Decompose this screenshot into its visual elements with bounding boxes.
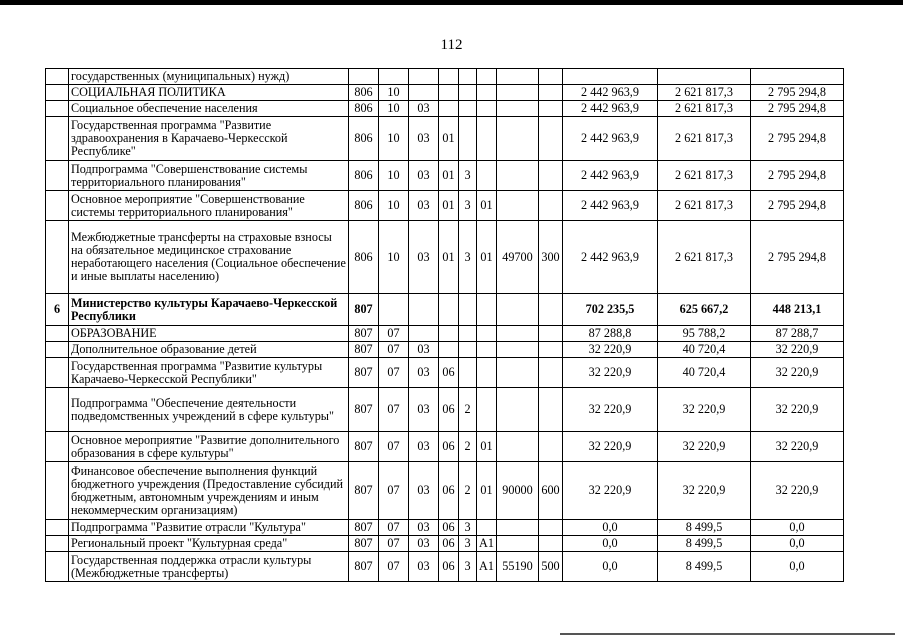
code-cell bbox=[539, 117, 563, 161]
code-cell bbox=[477, 520, 497, 536]
code-cell: 807 bbox=[349, 432, 379, 462]
row-number-cell bbox=[46, 326, 69, 342]
code-cell bbox=[477, 294, 497, 326]
code-cell: 3 bbox=[459, 552, 477, 582]
amount-cell: 2 795 294,8 bbox=[751, 161, 844, 191]
table-row bbox=[46, 342, 844, 358]
code-cell bbox=[497, 358, 539, 388]
budget-table bbox=[45, 68, 844, 582]
code-cell: 03 bbox=[409, 117, 439, 161]
bottom-rule bbox=[560, 633, 895, 635]
code-cell: 806 bbox=[349, 117, 379, 161]
code-cell: 3 bbox=[459, 191, 477, 221]
amount-cell: 2 621 817,3 bbox=[658, 191, 751, 221]
amount-cell bbox=[563, 69, 658, 85]
code-cell: 01 bbox=[439, 161, 459, 191]
code-cell: 07 bbox=[379, 388, 409, 432]
amount-cell: 8 499,5 bbox=[658, 552, 751, 582]
code-cell bbox=[539, 432, 563, 462]
row-number-cell bbox=[46, 117, 69, 161]
code-cell: 3 bbox=[459, 221, 477, 294]
code-cell: 03 bbox=[409, 101, 439, 117]
code-cell bbox=[409, 294, 439, 326]
amount-cell: 2 621 817,3 bbox=[658, 117, 751, 161]
amount-cell: 0,0 bbox=[751, 536, 844, 552]
amount-cell: 87 288,8 bbox=[563, 326, 658, 342]
table-row bbox=[46, 520, 844, 536]
table-row bbox=[46, 85, 844, 101]
amount-cell: 32 220,9 bbox=[751, 388, 844, 432]
item-name-cell: ОБРАЗОВАНИЕ bbox=[69, 326, 349, 342]
table-row bbox=[46, 462, 844, 520]
code-cell bbox=[477, 342, 497, 358]
amount-cell: 32 220,9 bbox=[563, 388, 658, 432]
row-number-cell bbox=[46, 161, 69, 191]
code-cell: 300 bbox=[539, 221, 563, 294]
row-number-cell bbox=[46, 191, 69, 221]
code-cell: 07 bbox=[379, 342, 409, 358]
amount-cell: 0,0 bbox=[563, 520, 658, 536]
code-cell bbox=[539, 69, 563, 85]
row-number-cell bbox=[46, 432, 69, 462]
amount-cell: 2 621 817,3 bbox=[658, 161, 751, 191]
code-cell: 01 bbox=[439, 117, 459, 161]
table-row bbox=[46, 221, 844, 294]
code-cell: 3 bbox=[459, 161, 477, 191]
item-name-cell: Подпрограмма "Обеспечение деятельности подведомственных учреждений в сфере культуры" bbox=[69, 388, 349, 432]
amount-cell: 8 499,5 bbox=[658, 520, 751, 536]
code-cell bbox=[497, 69, 539, 85]
code-cell bbox=[497, 326, 539, 342]
item-name-cell: Основное мероприятие "Совершенствование системы территориального планирования" bbox=[69, 191, 349, 221]
amount-cell: 448 213,1 bbox=[751, 294, 844, 326]
item-name-cell: государственных (муниципальных) нужд) bbox=[69, 69, 349, 85]
amount-cell: 702 235,5 bbox=[563, 294, 658, 326]
amount-cell: 32 220,9 bbox=[751, 358, 844, 388]
amount-cell: 32 220,9 bbox=[751, 462, 844, 520]
item-name-cell: Основное мероприятие "Развитие дополнительного образования в сфере культуры" bbox=[69, 432, 349, 462]
code-cell: 807 bbox=[349, 358, 379, 388]
code-cell bbox=[459, 101, 477, 117]
amount-cell: 2 795 294,8 bbox=[751, 117, 844, 161]
code-cell bbox=[477, 326, 497, 342]
page-number: 112 bbox=[440, 37, 463, 53]
code-cell: 01 bbox=[477, 432, 497, 462]
code-cell: 06 bbox=[439, 388, 459, 432]
amount-cell: 2 795 294,8 bbox=[751, 101, 844, 117]
code-cell bbox=[497, 432, 539, 462]
code-cell: 10 bbox=[379, 101, 409, 117]
code-cell bbox=[497, 342, 539, 358]
code-cell bbox=[539, 388, 563, 432]
code-cell: 07 bbox=[379, 432, 409, 462]
item-name-cell: Финансовое обеспечение выполнения функций бюджетного учреждения (Предоставление субсидий бюджетным, автономным учреждениям и иным некоммерческим организациям) bbox=[69, 462, 349, 520]
code-cell bbox=[409, 326, 439, 342]
code-cell: 06 bbox=[439, 462, 459, 520]
code-cell: 90000 bbox=[497, 462, 539, 520]
code-cell bbox=[539, 294, 563, 326]
code-cell bbox=[439, 69, 459, 85]
amount-cell: 32 220,9 bbox=[658, 432, 751, 462]
amount-cell: 2 795 294,8 bbox=[751, 221, 844, 294]
code-cell: 807 bbox=[349, 294, 379, 326]
code-cell: 3 bbox=[459, 536, 477, 552]
code-cell: 807 bbox=[349, 536, 379, 552]
code-cell: 55190 bbox=[497, 552, 539, 582]
code-cell bbox=[477, 101, 497, 117]
code-cell: 06 bbox=[439, 552, 459, 582]
code-cell: 07 bbox=[379, 552, 409, 582]
amount-cell bbox=[658, 69, 751, 85]
table-row bbox=[46, 388, 844, 432]
amount-cell: 2 442 963,9 bbox=[563, 191, 658, 221]
amount-cell: 95 788,2 bbox=[658, 326, 751, 342]
code-cell bbox=[539, 101, 563, 117]
code-cell bbox=[439, 101, 459, 117]
code-cell bbox=[459, 326, 477, 342]
code-cell: 500 bbox=[539, 552, 563, 582]
table-row bbox=[46, 101, 844, 117]
code-cell bbox=[497, 520, 539, 536]
table-row bbox=[46, 326, 844, 342]
code-cell bbox=[497, 191, 539, 221]
code-cell: 07 bbox=[379, 326, 409, 342]
code-cell: 807 bbox=[349, 520, 379, 536]
code-cell: 03 bbox=[409, 388, 439, 432]
code-cell: 10 bbox=[379, 221, 409, 294]
item-name-cell: Региональный проект "Культурная среда" bbox=[69, 536, 349, 552]
code-cell: 06 bbox=[439, 520, 459, 536]
code-cell: A1 bbox=[477, 552, 497, 582]
code-cell: 07 bbox=[379, 536, 409, 552]
code-cell: 03 bbox=[409, 191, 439, 221]
table-row bbox=[46, 294, 844, 326]
code-cell: 01 bbox=[439, 191, 459, 221]
code-cell: 806 bbox=[349, 191, 379, 221]
code-cell: 03 bbox=[409, 520, 439, 536]
code-cell: 10 bbox=[379, 85, 409, 101]
amount-cell: 32 220,9 bbox=[563, 432, 658, 462]
code-cell bbox=[539, 326, 563, 342]
amount-cell: 2 795 294,8 bbox=[751, 191, 844, 221]
code-cell: 806 bbox=[349, 85, 379, 101]
code-cell bbox=[439, 85, 459, 101]
table-row bbox=[46, 69, 844, 85]
code-cell bbox=[497, 101, 539, 117]
code-cell bbox=[477, 358, 497, 388]
code-cell: 807 bbox=[349, 552, 379, 582]
code-cell bbox=[477, 69, 497, 85]
row-number-cell bbox=[46, 552, 69, 582]
code-cell bbox=[477, 161, 497, 191]
table-row bbox=[46, 432, 844, 462]
code-cell bbox=[477, 388, 497, 432]
amount-cell: 2 621 817,3 bbox=[658, 221, 751, 294]
top-rule bbox=[0, 0, 903, 5]
code-cell: 03 bbox=[409, 358, 439, 388]
code-cell bbox=[539, 536, 563, 552]
code-cell bbox=[539, 161, 563, 191]
amount-cell: 40 720,4 bbox=[658, 342, 751, 358]
code-cell: 2 bbox=[459, 432, 477, 462]
item-name-cell: Государственная программа "Развитие здравоохранения в Карачаево-Черкесской Республике" bbox=[69, 117, 349, 161]
code-cell bbox=[379, 294, 409, 326]
code-cell: 3 bbox=[459, 520, 477, 536]
code-cell bbox=[459, 294, 477, 326]
row-number-cell bbox=[46, 342, 69, 358]
code-cell: 807 bbox=[349, 388, 379, 432]
row-number-cell: 6 bbox=[46, 294, 69, 326]
amount-cell: 40 720,4 bbox=[658, 358, 751, 388]
row-number-cell bbox=[46, 101, 69, 117]
code-cell bbox=[539, 85, 563, 101]
code-cell bbox=[459, 69, 477, 85]
table-row bbox=[46, 117, 844, 161]
code-cell: 06 bbox=[439, 432, 459, 462]
code-cell: 07 bbox=[379, 462, 409, 520]
item-name-cell: Государственная поддержка отрасли культуры (Межбюджетные трансферты) bbox=[69, 552, 349, 582]
code-cell: 06 bbox=[439, 536, 459, 552]
code-cell bbox=[409, 69, 439, 85]
amount-cell: 8 499,5 bbox=[658, 536, 751, 552]
table-row bbox=[46, 358, 844, 388]
code-cell: 807 bbox=[349, 326, 379, 342]
amount-cell: 0,0 bbox=[563, 536, 658, 552]
code-cell bbox=[497, 388, 539, 432]
amount-cell: 625 667,2 bbox=[658, 294, 751, 326]
code-cell: 2 bbox=[459, 462, 477, 520]
code-cell bbox=[539, 520, 563, 536]
row-number-cell bbox=[46, 85, 69, 101]
code-cell: 01 bbox=[477, 191, 497, 221]
code-cell: 01 bbox=[439, 221, 459, 294]
amount-cell: 32 220,9 bbox=[658, 462, 751, 520]
table-row bbox=[46, 191, 844, 221]
code-cell: 03 bbox=[409, 462, 439, 520]
item-name-cell: Подпрограмма "Совершенствование системы территориального планирования" bbox=[69, 161, 349, 191]
code-cell: 807 bbox=[349, 342, 379, 358]
code-cell: 2 bbox=[459, 388, 477, 432]
amount-cell bbox=[751, 69, 844, 85]
amount-cell: 2 442 963,9 bbox=[563, 117, 658, 161]
row-number-cell bbox=[46, 358, 69, 388]
item-name-cell: СОЦИАЛЬНАЯ ПОЛИТИКА bbox=[69, 85, 349, 101]
code-cell bbox=[477, 85, 497, 101]
amount-cell: 32 220,9 bbox=[658, 388, 751, 432]
amount-cell: 2 442 963,9 bbox=[563, 85, 658, 101]
code-cell bbox=[379, 69, 409, 85]
row-number-cell bbox=[46, 388, 69, 432]
amount-cell: 2 442 963,9 bbox=[563, 221, 658, 294]
code-cell bbox=[459, 85, 477, 101]
code-cell: 01 bbox=[477, 221, 497, 294]
code-cell: 01 bbox=[477, 462, 497, 520]
code-cell bbox=[497, 161, 539, 191]
code-cell bbox=[539, 342, 563, 358]
row-number-cell bbox=[46, 221, 69, 294]
code-cell: 600 bbox=[539, 462, 563, 520]
code-cell: 10 bbox=[379, 191, 409, 221]
item-name-cell: Министерство культуры Карачаево-Черкесской Республики bbox=[69, 294, 349, 326]
code-cell: 806 bbox=[349, 161, 379, 191]
amount-cell: 32 220,9 bbox=[563, 358, 658, 388]
amount-cell: 2 795 294,8 bbox=[751, 85, 844, 101]
code-cell bbox=[459, 117, 477, 161]
amount-cell: 32 220,9 bbox=[563, 342, 658, 358]
code-cell bbox=[539, 358, 563, 388]
code-cell: 03 bbox=[409, 536, 439, 552]
code-cell bbox=[439, 326, 459, 342]
row-number-cell bbox=[46, 462, 69, 520]
table-row bbox=[46, 536, 844, 552]
code-cell: 03 bbox=[409, 342, 439, 358]
code-cell: 03 bbox=[409, 432, 439, 462]
table-row bbox=[46, 161, 844, 191]
code-cell: 07 bbox=[379, 358, 409, 388]
code-cell bbox=[497, 85, 539, 101]
code-cell bbox=[497, 117, 539, 161]
code-cell: 03 bbox=[409, 221, 439, 294]
code-cell bbox=[477, 117, 497, 161]
code-cell: 807 bbox=[349, 462, 379, 520]
code-cell: 10 bbox=[379, 117, 409, 161]
amount-cell: 0,0 bbox=[751, 520, 844, 536]
code-cell: 806 bbox=[349, 101, 379, 117]
code-cell: 06 bbox=[439, 358, 459, 388]
item-name-cell: Государственная программа "Развитие культуры Карачаево-Черкесской Республики" bbox=[69, 358, 349, 388]
code-cell bbox=[349, 69, 379, 85]
code-cell: 03 bbox=[409, 161, 439, 191]
code-cell bbox=[439, 294, 459, 326]
code-cell bbox=[497, 536, 539, 552]
item-name-cell: Подпрограмма "Развитие отрасли "Культура" bbox=[69, 520, 349, 536]
code-cell: A1 bbox=[477, 536, 497, 552]
item-name-cell: Социальное обеспечение населения bbox=[69, 101, 349, 117]
code-cell: 806 bbox=[349, 221, 379, 294]
code-cell bbox=[439, 342, 459, 358]
amount-cell: 2 621 817,3 bbox=[658, 101, 751, 117]
amount-cell: 32 220,9 bbox=[751, 342, 844, 358]
item-name-cell: Межбюджетные трансферты на страховые взносы на обязательное медицинское страхование неработающего населения (Социальное обеспечение и иные выплаты населению) bbox=[69, 221, 349, 294]
code-cell bbox=[459, 358, 477, 388]
code-cell: 03 bbox=[409, 552, 439, 582]
item-name-cell: Дополнительное образование детей bbox=[69, 342, 349, 358]
amount-cell: 87 288,7 bbox=[751, 326, 844, 342]
code-cell bbox=[497, 294, 539, 326]
amount-cell: 0,0 bbox=[751, 552, 844, 582]
code-cell: 10 bbox=[379, 161, 409, 191]
code-cell bbox=[539, 191, 563, 221]
amount-cell: 0,0 bbox=[563, 552, 658, 582]
row-number-cell bbox=[46, 536, 69, 552]
code-cell bbox=[459, 342, 477, 358]
table-row bbox=[46, 552, 844, 582]
row-number-cell bbox=[46, 69, 69, 85]
amount-cell: 32 220,9 bbox=[751, 432, 844, 462]
amount-cell: 32 220,9 bbox=[563, 462, 658, 520]
amount-cell: 2 442 963,9 bbox=[563, 101, 658, 117]
code-cell: 49700 bbox=[497, 221, 539, 294]
code-cell: 07 bbox=[379, 520, 409, 536]
code-cell bbox=[409, 85, 439, 101]
amount-cell: 2 442 963,9 bbox=[563, 161, 658, 191]
amount-cell: 2 621 817,3 bbox=[658, 85, 751, 101]
row-number-cell bbox=[46, 520, 69, 536]
